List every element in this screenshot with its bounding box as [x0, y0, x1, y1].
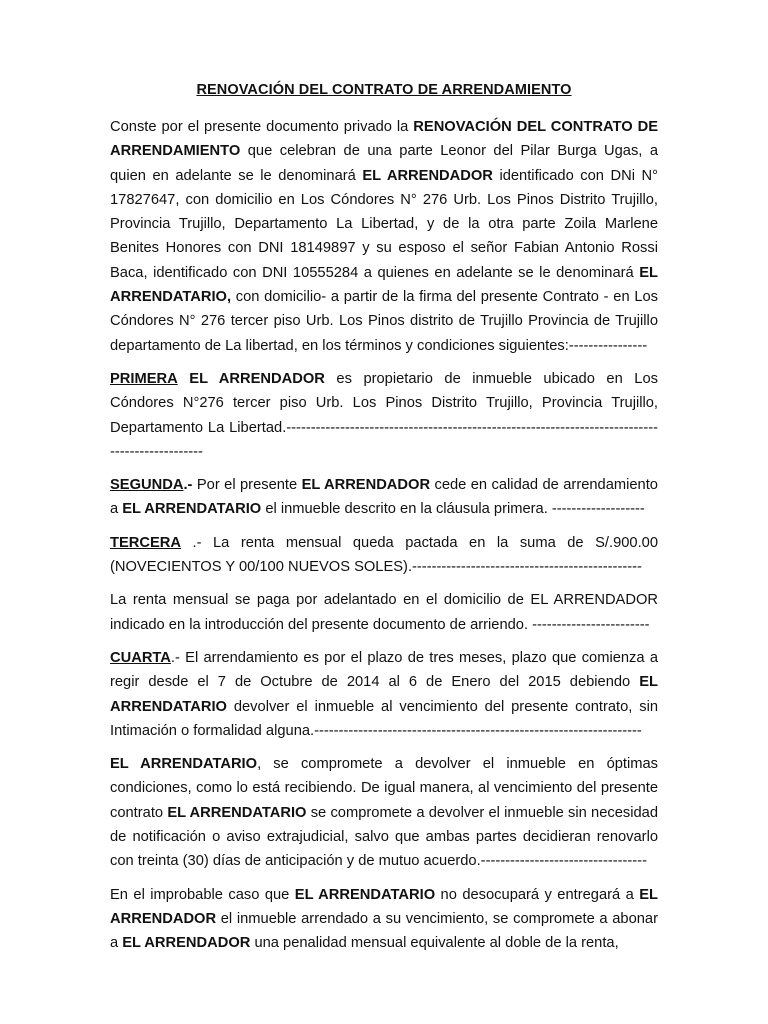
- bold-term: EL ARRENDATARIO: [167, 804, 307, 821]
- paragraph-text: , se compromete a devolver el inmueble en óptimas condiciones, como lo está recibiendo. De igual manera, al vencimiento del presente contrato: [110, 756, 658, 821]
- paragraph-text: En el improbable caso que: [110, 886, 295, 903]
- bold-term: EL ARRENDADOR: [110, 886, 659, 927]
- clause-paragraph: [110, 752, 658, 873]
- paragraph-text: el inmueble descrito en la cláusula primera. -------------------: [261, 501, 645, 518]
- clause-paragraph: [110, 883, 658, 956]
- bold-term: EL ARRENDATARIO,: [110, 264, 658, 306]
- clause-heading: PRIMERA: [110, 370, 178, 387]
- clause-heading: CUARTA: [110, 649, 171, 666]
- paragraph-text: Por el presente: [192, 477, 302, 494]
- bold-term: EL ARRENDATARIO: [110, 756, 258, 773]
- bold-term: EL ARRENDADOR: [301, 477, 431, 494]
- bold-term: EL ARRENDADOR: [189, 370, 325, 387]
- paragraph-text: .- La renta mensual queda pactada en la suma de S/.900.00 (NOVECIENTOS Y 00/100 NUEVOS SOLES).-----------------------------------------------: [110, 534, 658, 576]
- bold-term: EL ARRENDATARIO: [110, 674, 658, 715]
- clause-paragraph: [110, 473, 658, 522]
- clause-heading: TERCERA: [110, 534, 181, 551]
- paragraph-text: no desocupará y entregará a: [435, 886, 640, 903]
- bold-term: EL ARRENDATARIO: [122, 501, 262, 518]
- document-title: RENOVACIÓN DEL CONTRATO DE ARRENDAMIENTO: [196, 82, 572, 98]
- paragraph-text: se compromete a devolver el inmueble sin necesidad de notificación o aviso extrajudicial, salvo que ambas partes decidieran renovarlo con treinta (30) días de anticipación y de mutuo acuerdo.----------------------------------: [110, 804, 658, 870]
- paragraph-text: que celebran de una parte Leonor del Pilar Burga Ugas, a quien en adelante se le denominará: [110, 143, 658, 184]
- clause-paragraph: [110, 646, 658, 743]
- bold-term: RENOVACIÓN DEL CONTRATO DE ARRENDAMIENTO: [110, 119, 658, 160]
- clause-paragraph: [110, 367, 658, 464]
- clause-paragraph: [110, 115, 658, 358]
- bold-term: EL ARRENDATARIO: [294, 886, 436, 903]
- paragraph-text: es propietario de inmueble ubicado en Los Cóndores N°276 tercer piso Urb. Los Pinos Distrito Trujillo, Provincia Trujillo, Departamento La Libertad.-----------------------------------------------------------------------------------------------: [110, 370, 658, 460]
- paragraph-text: Conste por el presente documento privado la: [110, 119, 414, 135]
- paragraph-text: [178, 371, 190, 387]
- document-body: [110, 115, 658, 956]
- paragraph-text: devolver el inmueble al vencimiento del presente contrato, sin Intimación o formalidad alguna.-------------------------------------------------------------------: [110, 698, 658, 739]
- bold-term: EL ARRENDADOR: [362, 167, 493, 184]
- paragraph-text: una penalidad mensual equivalente al doble de la renta,: [250, 935, 619, 952]
- paragraph-text: cede en calidad de arrendamiento a: [110, 477, 658, 518]
- clause-paragraph: [110, 531, 658, 580]
- paragraph-text: con domicilio- a partir de la firma del presente Contrato - en Los Cóndores N° 276 tercer piso Urb. Los Pinos distrito de Trujillo Provincia de Trujillo departamento de La libertad, en los términos y condiciones siguientes:----------------: [110, 289, 658, 354]
- clause-heading: SEGUNDA: [110, 477, 184, 494]
- clause-paragraph: [110, 588, 658, 637]
- paragraph-text: .- El arrendamiento es por el plazo de tres meses, plazo que comienza a regir desde el 7 de Octubre de 2014 al 6 de Enero del 2015 debiendo: [110, 649, 658, 691]
- bold-term: .-: [183, 477, 193, 494]
- bold-term: EL ARRENDADOR: [122, 935, 251, 952]
- paragraph-text: La renta mensual se paga por adelantado en el domicilio de EL ARRENDADOR indicado en la introducción del presente documento de arriendo. ------------------------: [110, 592, 658, 633]
- paragraph-text: el inmueble arrendado a su vencimiento, se compromete a abonar a: [110, 910, 658, 952]
- paragraph-text: identificado con DNi N° 17827647, con domicilio en Los Cóndores N° 276 Urb. Los Pinos Distrito Trujillo, Provincia Trujillo, Departamento La Libertad, y de la otra parte Zoila Marlene Benites Honores con DNI 18149897 y su esposo el señor Fabian Antonio Rossi Baca, identificado con DNI 10555284 a quienes en adelante se le denominará: [110, 167, 658, 281]
